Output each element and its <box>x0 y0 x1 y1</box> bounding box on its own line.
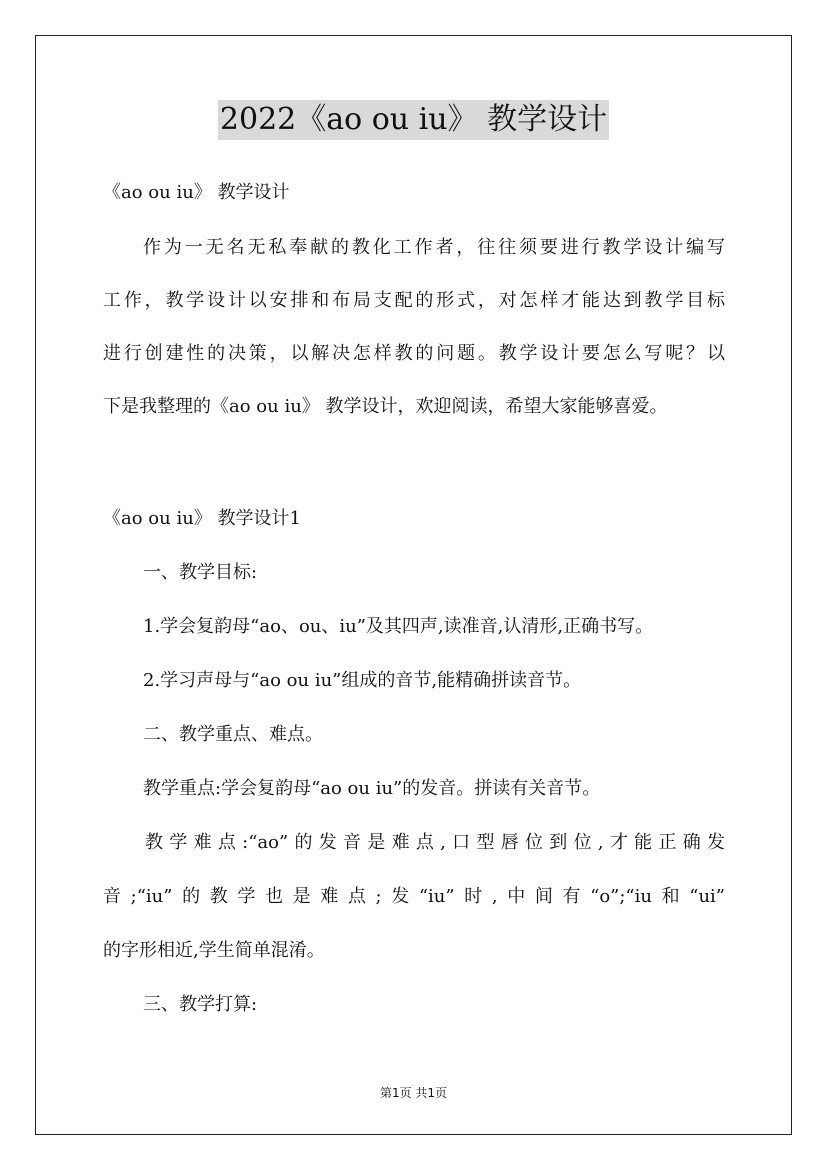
goal-item-1: 1.学会复韵母“ao、ou、iu”及其四声,读准音,认清形,正确书写。 <box>143 616 654 637</box>
teaching-difficulty-line-2: 音;“iu”的教学也是难点;发“iu”时,中间有“o”;“iu和“ui” <box>103 886 725 907</box>
intro-paragraph-line-1: 作为一无名无私奉献的教化工作者，往往须要进行教学设计编写 <box>143 237 725 258</box>
intro-paragraph-line-3: 进行创建性的决策，以解决怎样教的问题。教学设计要怎么写呢？以 <box>103 343 725 364</box>
heading-goals: 一、教学目标: <box>143 562 258 583</box>
section-title: 《ao ou iu》 教学设计1 <box>103 508 301 529</box>
page-footer: 第1页 共1页 <box>379 1086 448 1100</box>
title-container <box>0 100 827 140</box>
teaching-difficulty-line-3: 的字形相近,学生简单混淆。 <box>103 940 325 961</box>
teaching-difficulty-line-1: 教学难点:“ao”的发音是难点,口型唇位到位,才能正确发 <box>145 832 725 853</box>
document-title: 2022《ao ou iu》 教学设计 <box>218 100 609 140</box>
intro-paragraph-line-2: 工作，教学设计以安排和布局支配的形式，对怎样才能达到教学目标 <box>103 290 725 311</box>
heading-focus: 二、教学重点、难点。 <box>143 724 323 745</box>
intro-paragraph-line-4: 下是我整理的《ao ou iu》 教学设计，欢迎阅读，希望大家能够喜爱。 <box>103 396 668 417</box>
teaching-focus: 教学重点:学会复韵母“ao ou iu”的发音。拼读有关音节。 <box>143 778 601 799</box>
heading-plan: 三、教学打算: <box>143 994 258 1015</box>
goal-item-2: 2.学习声母与“ao ou iu”组成的音节,能精确拼读音节。 <box>143 670 582 691</box>
document-subtitle: 《ao ou iu》 教学设计 <box>103 182 290 203</box>
